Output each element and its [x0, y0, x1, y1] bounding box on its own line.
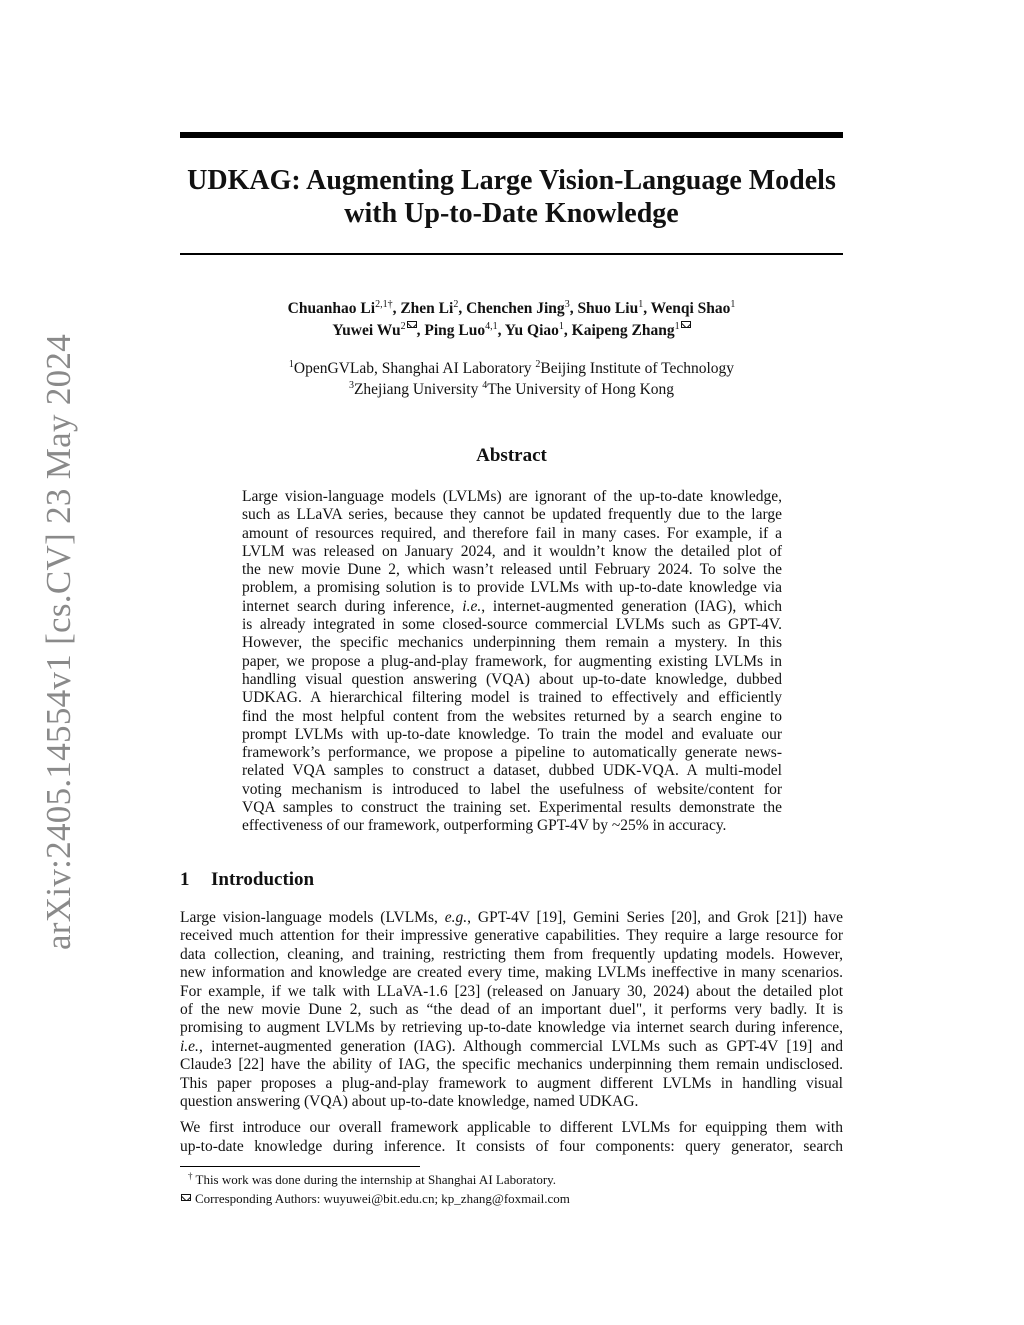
- affiliation-text: Beijing Institute of Technology: [540, 360, 735, 377]
- abstract-line: LVLM was released on January 2024, and it wouldn’t know the detailed plot of: [242, 542, 782, 560]
- footnote-dagger: †: [188, 1171, 193, 1181]
- intro-line: This paper proposes a plug-and-play framework to augment different LVLMs in handling visual: [180, 1074, 843, 1092]
- abstract-line: problem, a promising solution is to provide LVLMs with up-to-date knowledge via: [242, 579, 782, 597]
- arxiv-identifier-text: arXiv:2405.14554v1 [cs.CV] 23 May 2024: [39, 333, 78, 951]
- intro-line: [180, 1038, 843, 1056]
- abstract-line: UDKAG. A hierarchical filtering model is trained to effectively and efficiently: [242, 689, 782, 707]
- abstract-line: effectiveness of our framework, outperforming GPT-4V by ~25% in accuracy.: [242, 817, 727, 835]
- intro-line: up-to-date knowledge during inference. It consists of four components: query generator, search: [180, 1137, 843, 1155]
- envelope-icon: [407, 321, 417, 328]
- abstract-line: is already integrated in some closed-source commercial LVLMs such as GPT-4V.: [242, 616, 782, 634]
- author-name: , Kaipeng Zhang: [563, 322, 675, 339]
- author-affiliation-mark: 1: [674, 321, 680, 332]
- intro-line: question answering (VQA) about up-to-date knowledge, named UDKAG.: [180, 1093, 639, 1111]
- author-affiliation-mark: 2: [400, 321, 406, 332]
- affiliation-mark: 1: [288, 359, 294, 370]
- abstract-heading: Abstract: [476, 445, 547, 466]
- abstract-line: amount of resources required, and therefore fail in many cases. For example, if a: [242, 524, 782, 542]
- paper-title: [180, 164, 843, 230]
- author-name: , Chenchen Jing: [458, 300, 565, 317]
- intro-line: new information and knowledge are created every time, making LVLMs ineffective in many scenarios.: [180, 964, 843, 982]
- author-affiliation-mark: 1: [558, 321, 564, 332]
- affiliation-line-1: [180, 358, 843, 379]
- author-list: [180, 298, 843, 342]
- abstract-line: [242, 598, 782, 616]
- author-name: Chuanhao Li: [287, 300, 376, 317]
- author-affiliation-mark: 1: [638, 299, 644, 310]
- affiliation-text: OpenGVLab, Shanghai AI Laboratory: [293, 360, 536, 377]
- abstract-line: framework’s performance, we propose a pipeline to automatically generate news-: [242, 744, 782, 762]
- introduction-body: [180, 909, 843, 1156]
- author-affiliation-mark: 2: [453, 299, 459, 310]
- section-title: Introduction: [211, 869, 315, 890]
- intro-line-part: Large vision-language models (LVLMs,: [180, 909, 445, 926]
- abstract-line: prompt LVLMs with up-to-date knowledge. To train the model and evaluate our: [242, 725, 782, 743]
- abstract-body: [242, 488, 782, 836]
- footnotes: [180, 1170, 843, 1208]
- abstract-line: VQA samples to construct the training set. Experimental results demonstrate the: [242, 799, 782, 817]
- author-name: , Zhen Li: [392, 300, 454, 317]
- author-name: , Wenqi Shao: [643, 300, 731, 317]
- author-name: , Ping Luo: [416, 322, 486, 339]
- author-affiliation-mark: 3: [564, 299, 570, 310]
- paper-title-line-2: with Up-to-Date Knowledge: [344, 198, 679, 229]
- footnote-internship: [180, 1170, 843, 1189]
- author-affiliation-mark: 4,1: [485, 321, 498, 332]
- abstract-line: paper, we propose a plug-and-play framework, for augmenting existing LVLMs in: [242, 652, 782, 670]
- affiliation-line-2: [180, 379, 843, 400]
- envelope-icon: [181, 1194, 191, 1201]
- intro-line: received much attention for their impressive generative capabilities. They require a large resource for: [180, 927, 843, 945]
- title-rule-bottom: [180, 253, 843, 255]
- intro-line: For example, if we talk with LLaVA-1.6 [23] (released on January 30, 2024) about the detailed plot: [180, 982, 843, 1000]
- paper-title-line-1: UDKAG: Augmenting Large Vision-Language Models: [187, 165, 836, 196]
- abstract-line-part: internet search during inference,: [242, 597, 463, 615]
- author-name: , Yu Qiao: [497, 322, 559, 339]
- intro-line: promising to augment LVLMs by retrieving up-to-date knowledge via internet search during inference,: [180, 1019, 843, 1037]
- abstract-line: handling visual question answering (VQA) about up-to-date knowledge, dubbed: [242, 670, 782, 688]
- intro-line-italic: e.g.: [444, 909, 468, 926]
- author-name: , Shuo Liu: [569, 300, 639, 317]
- author-line-1: [180, 298, 843, 320]
- affiliation-text: The University of Hong Kong: [487, 381, 675, 398]
- title-rule-top: [180, 132, 843, 138]
- abstract-line: find the most helpful content from the websites returned by a search engine to: [242, 707, 782, 725]
- footnote-text: This work was done during the internship at Shanghai AI Laboratory.: [195, 1172, 557, 1187]
- intro-line-italic: i.e.: [180, 1037, 199, 1055]
- intro-line: data collection, cleaning, and training, restricting them from frequently updating models. However,: [180, 945, 843, 963]
- footnote-corresponding: [180, 1189, 843, 1208]
- abstract-line: such as LLaVA series, because they cannot be updated frequently due to the large: [242, 506, 782, 524]
- section-number: 1: [180, 869, 190, 890]
- section-heading-introduction: [180, 869, 314, 891]
- author-line-2: [180, 320, 843, 342]
- intro-line: [180, 909, 843, 927]
- abstract-line: the new movie Dune 2, which wasn’t released until February 2024. To solve the: [242, 561, 782, 579]
- affiliation-mark: 4: [482, 380, 488, 391]
- intro-line: of the new movie Dune 2, such as “the dead of an important duel", it performs very badly. It is: [180, 1001, 843, 1019]
- abstract-line: voting mechanism is introduced to label the usefulness of website/content for: [242, 780, 782, 798]
- intro-line-part: , GPT-4V [19], Gemini Series [20], and Grok [21]) have: [467, 909, 843, 926]
- arxiv-identifier: [33, 333, 85, 951]
- abstract-line: related VQA samples to construct a dataset, dubbed UDK-VQA. A multi-model: [242, 762, 782, 780]
- intro-line: We first introduce our overall framework applicable to different LVLMs for equipping them with: [180, 1119, 843, 1137]
- footnote-rule: [180, 1166, 420, 1167]
- abstract-line: However, the specific mechanics underpinning them remain a mystery. In this: [242, 634, 782, 652]
- abstract-line-italic: i.e.: [462, 597, 482, 615]
- affiliation-mark: 2: [535, 359, 541, 370]
- envelope-icon: [681, 321, 691, 328]
- affiliation-mark: 3: [348, 380, 354, 391]
- intro-line-part: , internet-augmented generation (IAG). Although commercial LVLMs such as GPT-4V [19] and: [198, 1037, 843, 1055]
- abstract-line: Large vision-language models (LVLMs) are ignorant of the up-to-date knowledge,: [242, 488, 782, 505]
- affiliation-text: Zhejiang University: [353, 381, 483, 398]
- abstract-line-part: , internet-augmented generation (IAG), which: [481, 597, 782, 615]
- affiliation-list: [180, 358, 843, 400]
- footnote-text: Corresponding Authors: wuyuwei@bit.edu.cn; kp_zhang@foxmail.com: [195, 1191, 570, 1206]
- intro-line: Claude3 [22] have the ability of IAG, the specific mechanics underpinning them remain undisclosed.: [180, 1056, 843, 1074]
- author-name: Yuwei Wu: [332, 322, 401, 339]
- author-affiliation-mark: 2,1†: [375, 299, 393, 310]
- author-affiliation-mark: 1: [730, 299, 736, 310]
